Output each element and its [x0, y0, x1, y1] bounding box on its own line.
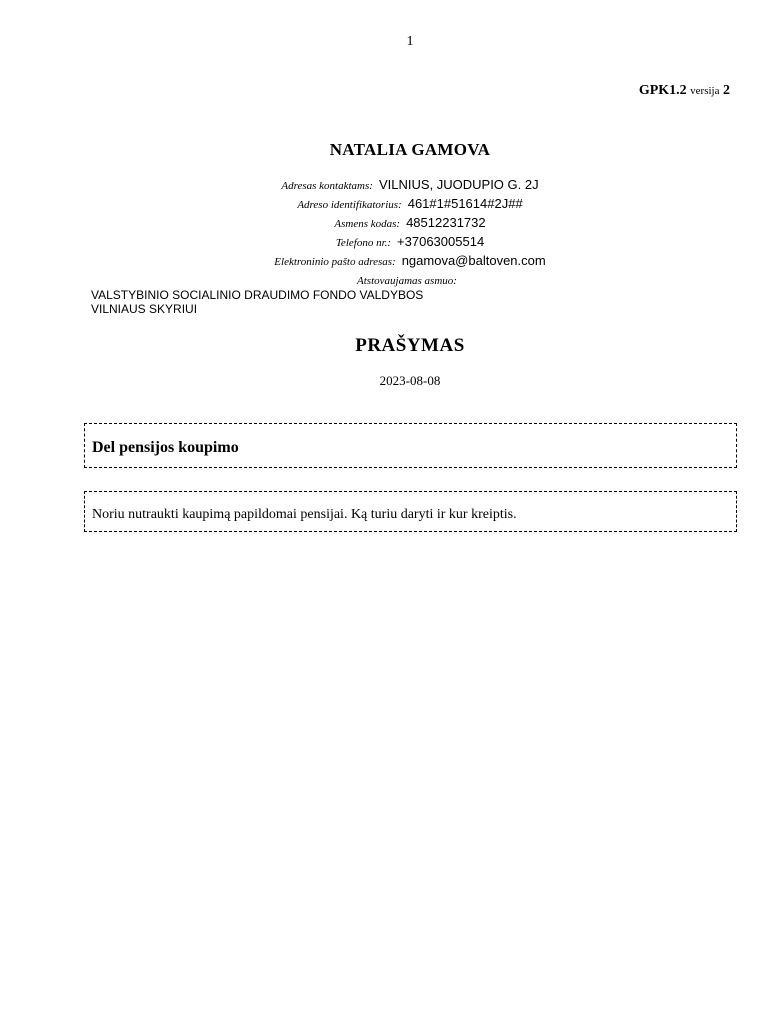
- form-version-label: versija: [690, 85, 720, 97]
- form-code-id: GPK1.2: [638, 83, 687, 98]
- info-value: ngamova@baltoven.com: [401, 253, 546, 268]
- info-row-address-id: [0, 195, 768, 214]
- page-number: 1: [406, 34, 414, 49]
- body-text: Noriu nutraukti kaupimą papildomai pensijai. Ką turiu daryti ir kur kreiptis.: [92, 507, 517, 522]
- info-row-contact-address: [0, 176, 768, 195]
- info-value: 461#1#51614#2J##: [407, 196, 523, 211]
- document-date: 2023-08-08: [379, 373, 441, 388]
- info-value: +37063005514: [397, 234, 485, 249]
- applicant-name: NATALIA GAMOVA: [329, 140, 491, 159]
- document-title: PRAŠYMAS: [355, 335, 465, 356]
- info-label: Adreso identifikatorius:: [297, 199, 402, 211]
- info-value: 48512231732: [406, 215, 486, 230]
- subject-text: Del pensijos koupimo: [92, 439, 239, 456]
- info-label: Adresas kontaktams:: [281, 180, 373, 192]
- info-label: Elektroninio pašto adresas:: [274, 256, 396, 268]
- recipient-line-1: VALSTYBINIO SOCIALINIO DRAUDIMO FONDO VALDYBOS: [91, 288, 424, 302]
- subject-box: [84, 423, 737, 468]
- info-row-email: [0, 252, 768, 271]
- info-label: Telefono nr.:: [335, 237, 392, 249]
- info-label: Atstovaujamas asmuo:: [357, 275, 457, 287]
- info-row-personal-code: [0, 214, 768, 233]
- form-version-number: 2: [723, 83, 730, 98]
- info-row-phone: [0, 233, 768, 252]
- form-code: [639, 83, 730, 99]
- body-box: [84, 491, 737, 532]
- recipient-block: [91, 288, 423, 316]
- info-value: VILNIUS, JUODUPIO G. 2J: [378, 177, 539, 192]
- info-label: Asmens kodas:: [334, 218, 401, 230]
- applicant-info: [0, 176, 768, 290]
- recipient-line-2: VILNIAUS SKYRIUI: [91, 302, 198, 316]
